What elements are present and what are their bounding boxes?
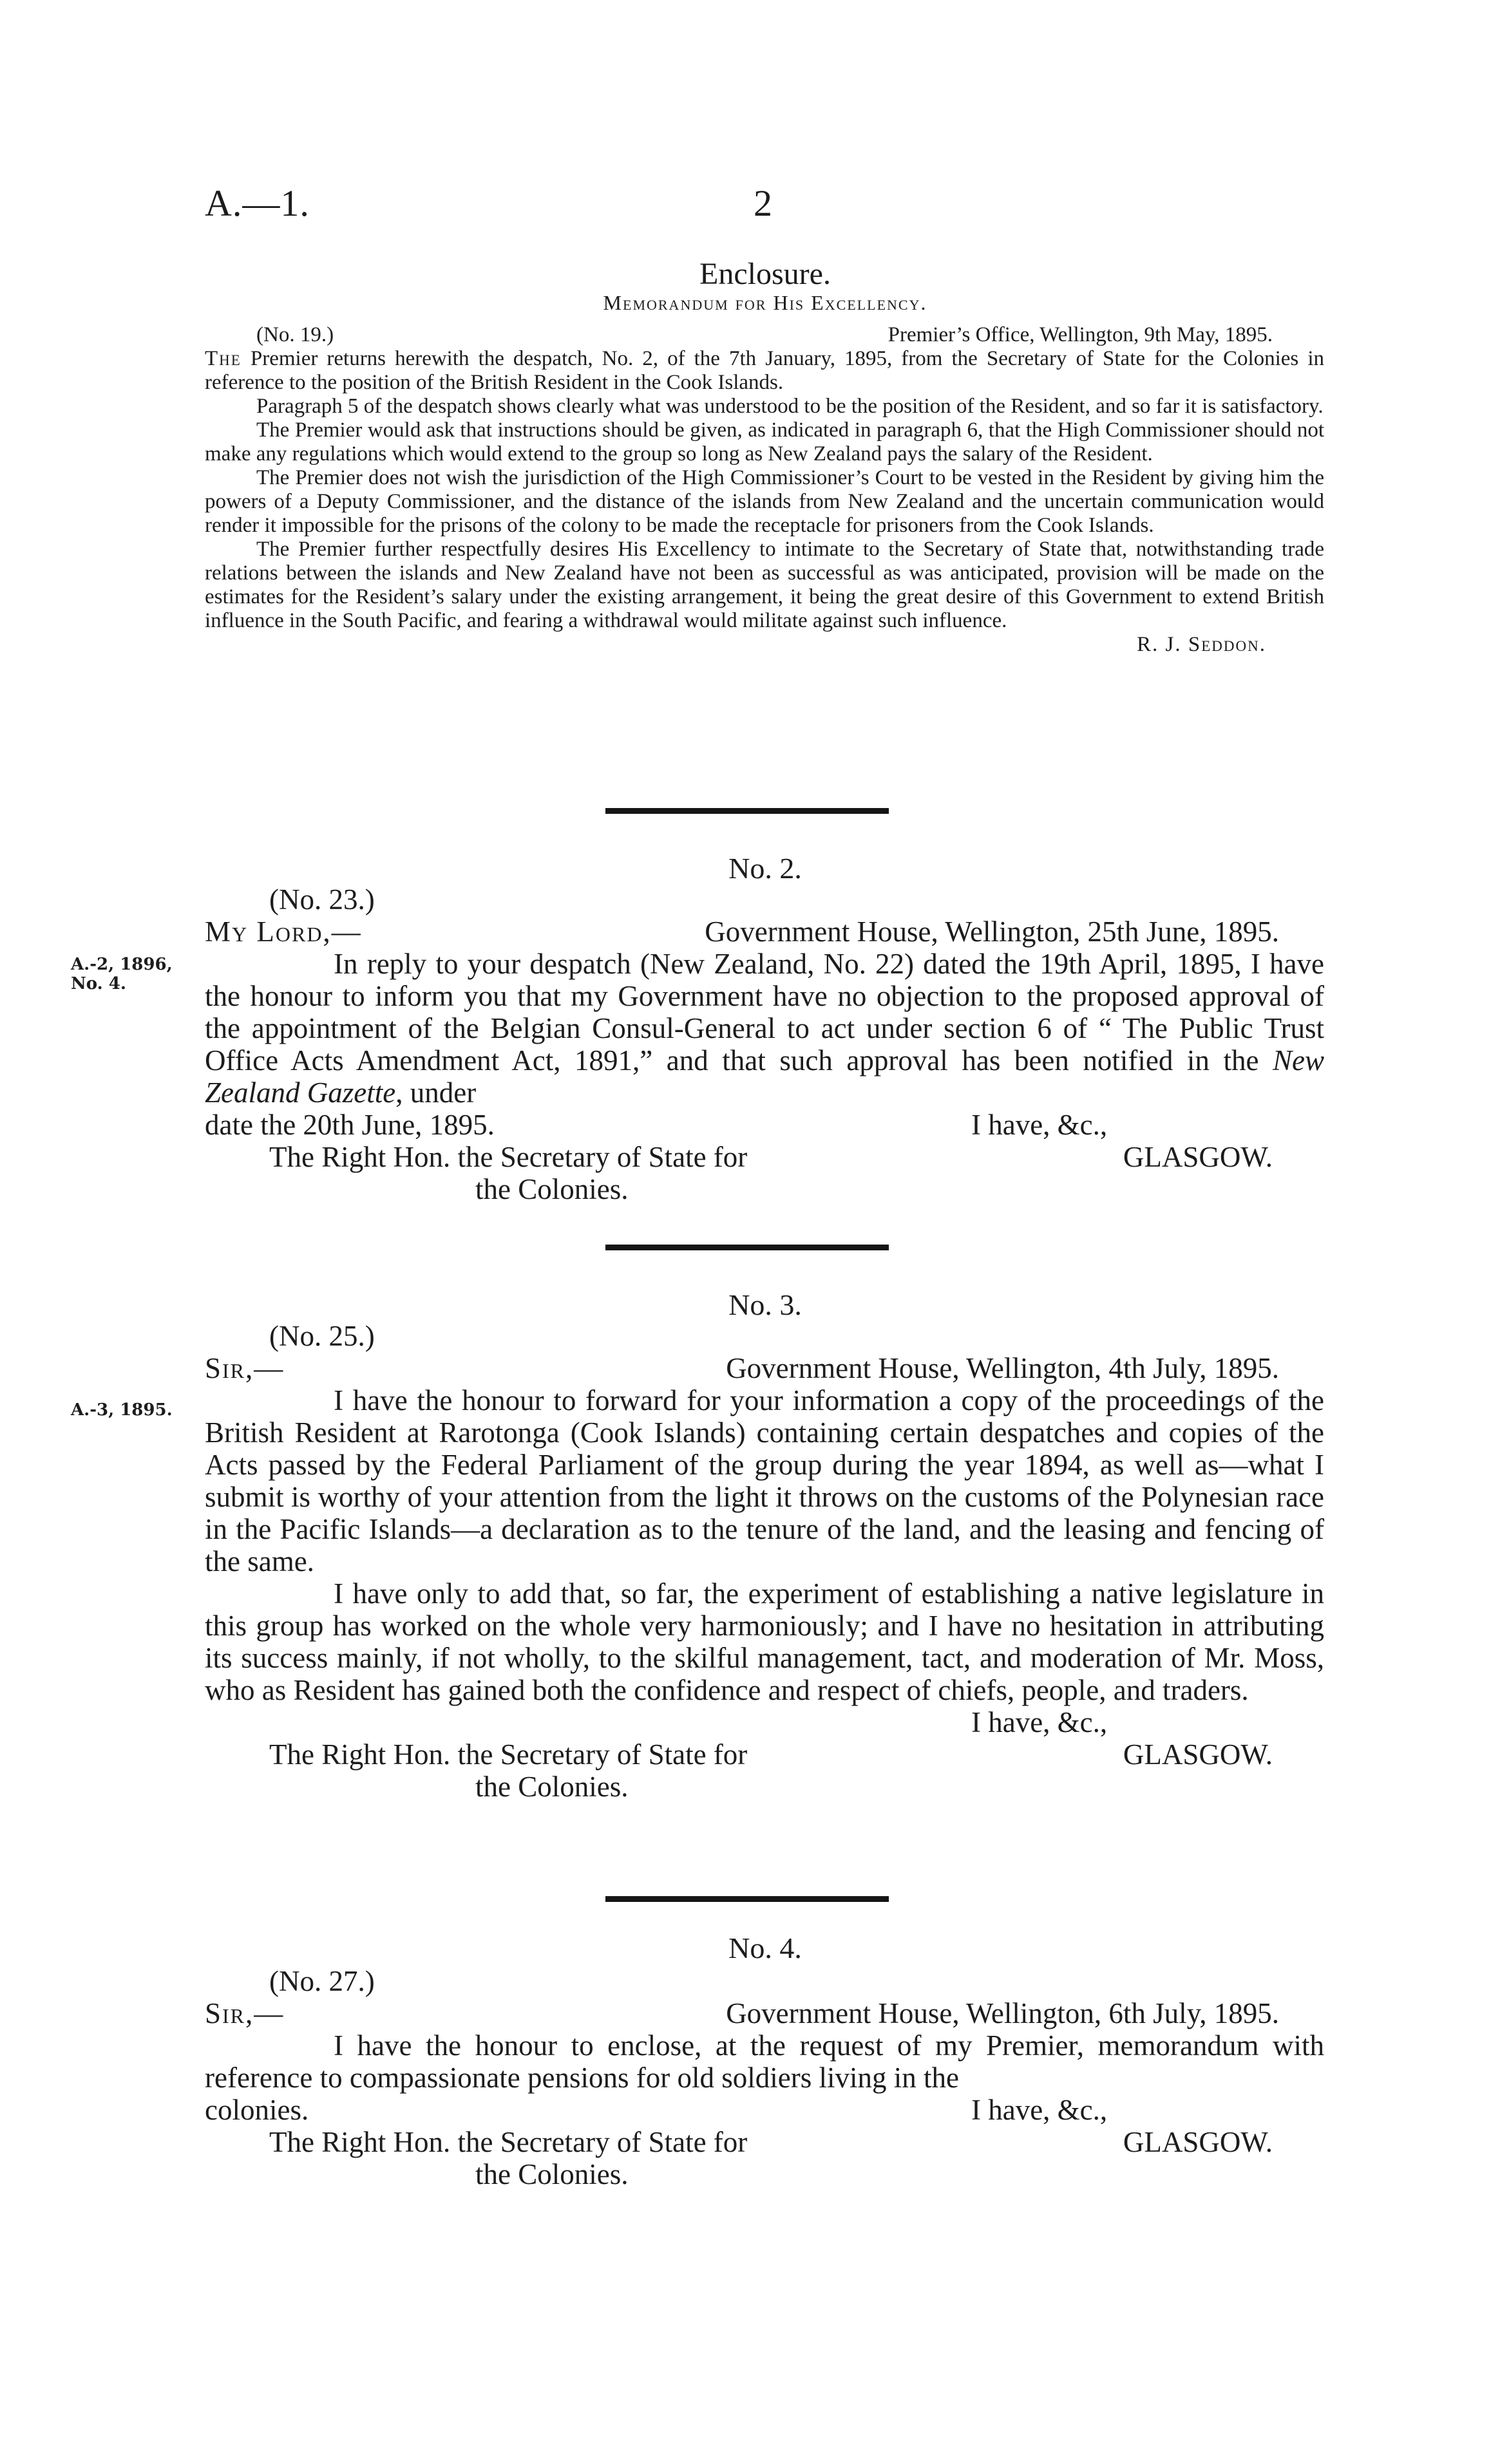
letter-body xyxy=(205,948,1324,1109)
closing-line xyxy=(205,1109,1324,1141)
closing: I have, &c., xyxy=(971,1109,1108,1141)
memo-number-line xyxy=(205,323,1324,347)
memorandum-body xyxy=(205,323,1324,657)
last-line: colonies. xyxy=(205,2094,309,2126)
place-date: Government House, Wellington, 25th June, 1895. xyxy=(705,916,1279,948)
letter-no2-title: No. 2. xyxy=(728,852,802,885)
memo-paragraph: Paragraph 5 of the despatch shows clearly what was understood to be the position of the Resident, and so far it is satisfactory. xyxy=(256,395,1324,418)
body-text: In reply to your despatch (New Zealand, No. 22) dated the 19th April, 1895, I have the honour to inform you that my Government have no objection to the proposed approval of the appointment of the Belgian Consul-General to act under section 6 of “ The Public Trust Office Acts Amendment Act, 1891,” and that such approval has been notified in the xyxy=(205,948,1324,1077)
memo-paragraph: The Premier would ask that instructions should be given, as indicated in paragraph 6, that the High Commissioner should not make any regulations which would extend to the group so long as New Zealand pays the salary of the Resident. xyxy=(205,419,1324,466)
margin-note-line: A.-2, 1896, xyxy=(71,955,173,974)
letter-no2 xyxy=(205,883,1324,1205)
letter-body: I have only to add that, so far, the experiment of establishing a native legislature in this group has worked on the whole very harmoniously; and I have no hesitation in attributing its success mainly, if not wholly, to the skilful management, tact, and moderation of Mr. Moss, who as Resident has gained both the confidence and respect of chiefs, people, and traders. xyxy=(205,1577,1324,1706)
letter-no3-title: No. 3. xyxy=(728,1288,802,1321)
document-reference: A.—1. xyxy=(205,182,310,224)
addressee: The Right Hon. the Secretary of State for xyxy=(269,2126,748,2158)
last-line: date the 20th June, 1895. xyxy=(205,1109,495,1141)
salutation-line xyxy=(205,1352,1324,1384)
memo-paragraph-text: Premier returns herewith the despatch, No. 2, of the 7th January, 1895, from the Secretary of State for the Colonies in reference to the position of the British Resident in the Cook Islands. xyxy=(205,347,1324,394)
addressee-line xyxy=(205,1738,1324,1771)
addressee: The Right Hon. the Secretary of State for xyxy=(269,1141,748,1173)
closing-line xyxy=(205,2094,1324,2126)
letter-no3 xyxy=(205,1320,1324,1803)
letter-no4-title: No. 4. xyxy=(728,1932,802,1964)
addressee-line xyxy=(205,2126,1324,2158)
salutation-line xyxy=(205,1997,1324,2029)
memorandum-title: Memorandum for His Excellency. xyxy=(603,291,927,314)
signature: GLASGOW. xyxy=(1123,2126,1273,2158)
margin-note-line: No. 4. xyxy=(71,974,126,993)
signature: GLASGOW. xyxy=(1123,1738,1273,1771)
margin-note-no3: A.-3, 1895. xyxy=(71,1400,173,1420)
letter-number: (No. 23.) xyxy=(269,883,375,916)
memo-number: (No. 19.) xyxy=(256,323,334,346)
addressee-continued: the Colonies. xyxy=(475,1173,629,1205)
addressee: The Right Hon. the Secretary of State for xyxy=(269,1738,748,1771)
closing: I have, &c., xyxy=(971,1706,1108,1738)
memo-place-date: Premier’s Office, Wellington, 9th May, 1895. xyxy=(888,323,1273,346)
salutation: Sir,— xyxy=(205,1352,285,1384)
memo-signature: R. J. Seddon. xyxy=(1137,633,1266,656)
body-text-end: , under xyxy=(395,1077,477,1109)
addressee-line xyxy=(205,1141,1324,1173)
memo-paragraph xyxy=(205,347,1324,395)
memo-paragraph: The Premier further respectfully desires His Excellency to intimate to the Secretary of State that, notwithstanding trade relations between the islands and New Zealand have not been as successful as was anticipated, provision will be made on the estimates for the Resident’s salary under the existing arrangement, it being the great desire of this Government to extend British influence in the South Pacific, and fearing a withdrawal would militate against such influence. xyxy=(205,538,1324,632)
closing: I have, &c., xyxy=(971,2094,1108,2126)
salutation-line xyxy=(205,916,1324,948)
gazette-title: New Zealand Gazette xyxy=(205,1044,1325,1109)
salutation: Sir,— xyxy=(205,1997,285,2029)
signature: GLASGOW. xyxy=(1123,1141,1273,1173)
addressee-continued: the Colonies. xyxy=(475,1771,629,1803)
letter-body: I have the honour to enclose, at the request of my Premier, memorandum with reference to compassionate pensions for old soldiers living in the xyxy=(205,2029,1324,2094)
letter-body: I have the honour to forward for your information a copy of the proceedings of the British Resident at Rarotonga (Cook Islands) containing certain despatches and copies of the Acts passed by the Federal Parliament of the group during the year 1894, as well as—what I submit is worthy of your attention from the light it throws on the customs of the Polynesian race in the Pacific Islands—a declaration as to the tenure of the land, and the leasing and fencing of the same. xyxy=(205,1384,1324,1577)
letter-number: (No. 25.) xyxy=(269,1320,375,1352)
section-divider xyxy=(605,808,889,814)
memo-paragraph: The Premier does not wish the jurisdiction of the High Commissioner’s Court to be vested in the Resident by giving him the powers of a Deputy Commissioner, and the distance of the islands from New Zealand and the uncertain communication would render it impossible for the prisons of the colony to be made the receptacle for prisoners from the Cook Islands. xyxy=(205,466,1324,537)
place-date: Government House, Wellington, 4th July, 1895. xyxy=(726,1352,1279,1384)
memo-lead-word: The xyxy=(205,347,242,370)
salutation: My Lord,— xyxy=(205,916,362,948)
enclosure-title: Enclosure. xyxy=(699,257,831,291)
page-number: 2 xyxy=(754,182,772,224)
letter-number: (No. 27.) xyxy=(269,1965,375,1997)
place-date: Government House, Wellington, 6th July, 1895. xyxy=(726,1997,1279,2029)
section-divider xyxy=(605,1245,889,1250)
section-divider xyxy=(605,1896,889,1902)
margin-note-no2 xyxy=(71,955,173,993)
letter-no4 xyxy=(205,1965,1324,2190)
addressee-continued: the Colonies. xyxy=(475,2158,629,2190)
